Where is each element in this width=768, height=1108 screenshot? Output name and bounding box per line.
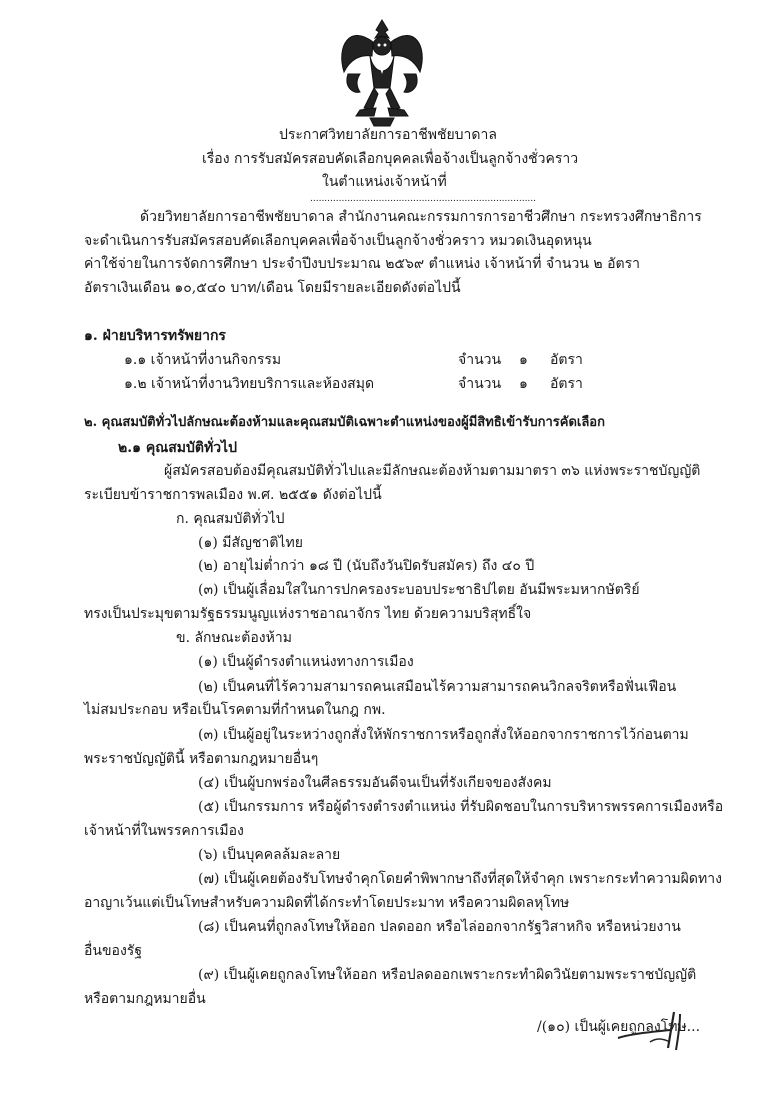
qualification-item: (๒) อายุไม่ต่ำกว่า ๑๘ ปี (นับถึงวันปิดรับสมัคร) ถึง ๔๐ ปี: [198, 558, 535, 574]
prohibition-item: (๑) เป็นผู้ดำรงตำแหน่งทางการเมือง: [198, 654, 414, 670]
prohibition-item: (๗) เป็นผู้เคยต้องรับโทษจำคุกโดยคำพิพากษาถึงที่สุดให้จำคุก เพราะกระทำความผิดทาง: [198, 871, 722, 887]
prohibition-item: (๙) เป็นผู้เคยถูกลงโทษให้ออก หรือปลดออกเพราะกระทำผิดวินัยตามพระราชบัญญัติ: [198, 967, 697, 983]
position-item-unit: อัตรา: [550, 376, 583, 392]
header-rule: ...............................................................................: [310, 194, 537, 204]
prohibition-item: (๖) เป็นบุคคลล้มละลาย: [198, 847, 341, 863]
qualification-lead-line: ระเบียบข้าราชการพลเมือง พ.ศ. ๒๕๕๑ ดังต่อไปนี้: [84, 487, 382, 503]
prohibition-item: (๕) เป็นกรรมการ หรือผู้ดำรงตำรงตำแหน่ง ที่รับผิดชอบในการบริหารพรรคการเมืองหรือ: [198, 799, 724, 815]
position-item-qty: ๑: [519, 352, 528, 368]
position-item-label: ๑.๒ เจ้าหน้าที่งานวิทยบริการและห้องสมุด: [124, 376, 375, 392]
part-b-heading: ข. ลักษณะต้องห้าม: [176, 630, 292, 646]
intro-line: จะดำเนินการรับสมัครสอบคัดเลือกบุคคลเพื่อจ้างเป็นลูกจ้างชั่วคราว หมวดเงินอุดหนุน: [84, 233, 592, 249]
garuda-emblem-icon: [330, 16, 434, 128]
qualification-item-cont: ทรงเป็นประมุขตามรัฐธรรมนูญแห่งราชอาณาจักร ไทย ด้วยความบริสุทธิ์ใจ: [84, 606, 532, 622]
prohibition-item: (๒) เป็นคนที่ไร้ความสามารถคนเสมือนไร้ความสามารถคนวิกลจริตหรือฟั่นเฟือน: [198, 679, 677, 695]
intro-line: ค่าใช้จ่ายในการจัดการศึกษา ประจำปีงบประมาณ ๒๕๖๙ ตำแหน่ง เจ้าหน้าที่ จำนวน ๒ อัตรา: [84, 256, 640, 272]
prohibition-item: (๓) เป็นผู้อยู่ในระหว่างถูกสั่งให้พักราชการหรือถูกสั่งให้ออกจากราชการไว้ก่อนตาม: [198, 727, 689, 743]
continuation-marker: /(๑๐) เป็นผู้เคยถูกลงโทษ...: [537, 1019, 701, 1035]
section-2-heading: ๒. คุณสมบัติทั่วไปลักษณะต้องห้ามและคุณสมบัติเฉพาะตำแหน่งของผู้มีสิทธิเข้ารับการคัดเลือก: [84, 415, 605, 430]
handwritten-initial-icon: [610, 1008, 690, 1052]
announcement-subject: เรื่อง การรับสมัครสอบคัดเลือกบุคคลเพื่อจ้างเป็นลูกจ้างชั่วคราว: [202, 151, 579, 167]
intro-line: ด้วยวิทยาลัยการอาชีพชัยบาดาล สำนักงานคณะกรรมการการอาชีวศึกษา กระทรวงศึกษาธิการ: [140, 209, 702, 225]
prohibition-item: (๘) เป็นคนที่ถูกลงโทษให้ออก ปลดออก หรือไล่ออกจากรัฐวิสาหกิจ หรือหน่วยงาน: [198, 919, 681, 935]
position-item-label: ๑.๑ เจ้าหน้าที่งานกิจกรรม: [124, 352, 282, 368]
position-item-qty: ๑: [519, 376, 528, 392]
section-1-heading: ๑. ฝ่ายบริหารทรัพยากร: [84, 328, 226, 344]
prohibition-item-cont: อาญาเว้นแต่เป็นโทษสำหรับความผิดที่ได้กระทำโดยประมาท หรือความผิดลหุโทษ: [84, 895, 570, 911]
prohibition-item-cont: อื่นของรัฐ: [84, 943, 143, 959]
section-2-1-heading: ๒.๑ คุณสมบัติทั่วไป: [118, 440, 237, 456]
announcement-position: ในตำแหน่งเจ้าหน้าที่: [322, 174, 447, 190]
prohibition-item-cont: หรือตามกฎหมายอื่น: [84, 991, 206, 1007]
position-item-qty-label: จำนวน: [458, 376, 502, 392]
prohibition-item-cont: เจ้าหน้าที่ในพรรคการเมือง: [84, 823, 244, 839]
qualification-item: (๑) มีสัญชาติไทย: [198, 535, 303, 551]
announcement-title: ประกาศวิทยาลัยการอาชีพชัยบาดาล: [279, 127, 497, 143]
prohibition-item-cont: พระราชบัญญัตินี้ หรือตามกฎหมายอื่นๆ: [84, 751, 319, 767]
prohibition-item: (๔) เป็นผู้บกพร่องในศีลธรรมอันดีจนเป็นที่รังเกียจของสังคม: [198, 775, 552, 791]
position-item-unit: อัตรา: [550, 352, 583, 368]
intro-line: อัตราเงินเดือน ๑๐,๕๔๐ บาท/เดือน โดยมีรายละเอียดดังต่อไปนี้: [84, 280, 461, 296]
position-item-qty-label: จำนวน: [458, 352, 502, 368]
qualification-lead-line: ผู้สมัครสอบต้องมีคุณสมบัติทั่วไปและมีลักษณะต้องห้ามตามมาตรา ๓๖ แห่งพระราชบัญญัติ: [164, 463, 701, 479]
part-a-heading: ก. คุณสมบัติทั่วไป: [176, 511, 285, 527]
qualification-item: (๓) เป็นผู้เลื่อมใสในการปกครองระบอบประชาธิปไตย อันมีพระมหากษัตริย์: [198, 582, 640, 598]
prohibition-item-cont: ไม่สมประกอบ หรือเป็นโรคตามที่กำหนดในกฎ กพ.: [84, 702, 386, 718]
